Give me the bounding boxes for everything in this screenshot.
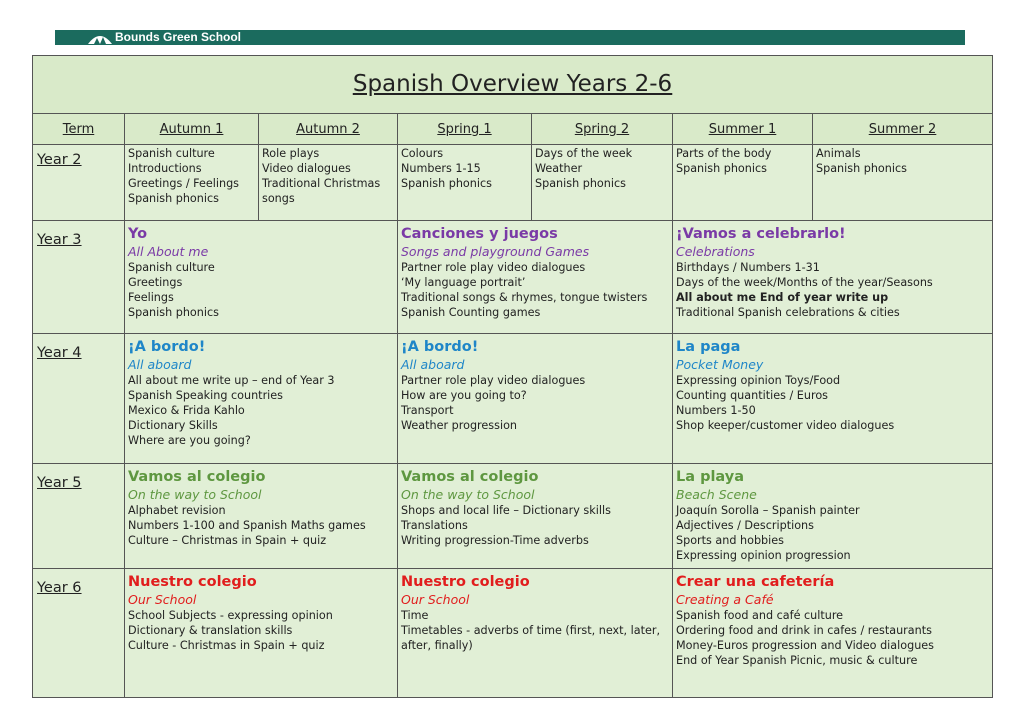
topic-item: Shops and local life – Dictionary skills [401, 504, 611, 517]
topic-item: All about me End of year write up [676, 291, 889, 304]
topic-item: Adjectives / Descriptions [676, 519, 814, 532]
column-header-spring-2: Spring 2 [532, 114, 673, 145]
year-4-spring-unit [398, 334, 673, 464]
year-2-summer-2 [813, 145, 993, 221]
year-3-row [33, 221, 993, 334]
unit-subtitle: Songs and playground Games [401, 244, 590, 259]
topic-item: Shop keeper/customer video dialogues [676, 419, 895, 432]
topic-item: Writing progression-Time adverbs [401, 534, 589, 547]
year-5-spring-unit [398, 464, 673, 569]
topic-item: Spanish phonics [401, 177, 492, 190]
topic-item: Spanish food and café culture [676, 609, 844, 622]
term-header-row [33, 114, 993, 145]
unit-subtitle: Celebrations [676, 244, 755, 259]
year-4-autumn-unit [125, 334, 398, 464]
topic-item: Numbers 1-15 [401, 162, 481, 175]
topic-item: Role plays [262, 147, 320, 160]
topic-item: Joaquín Sorolla – Spanish painter [676, 504, 860, 517]
topic-item: Expressing opinion progression [676, 549, 851, 562]
unit-subtitle: On the way to School [401, 487, 535, 502]
year-6-summer-unit [673, 569, 993, 698]
topic-item: Dictionary Skills [128, 419, 218, 432]
overview-table [32, 55, 993, 698]
column-header-spring-1: Spring 1 [398, 114, 532, 145]
school-name: Bounds Green School [115, 30, 242, 44]
topic-item: Spanish culture [128, 147, 215, 160]
unit-title: Vamos al colegio [128, 469, 266, 485]
topic-item: Spanish phonics [535, 177, 626, 190]
unit-title: ¡Vamos a celebrarlo! [676, 226, 846, 242]
column-header-summer-1: Summer 1 [673, 114, 813, 145]
unit-subtitle: All aboard [128, 357, 192, 372]
topic-item: Counting quantities / Euros [676, 389, 828, 402]
year-6-label: Year 6 [33, 569, 125, 698]
year-4-summer-unit [673, 334, 993, 464]
unit-title: Yo [128, 226, 148, 242]
year-3-autumn-unit [125, 221, 398, 334]
year-3-label: Year 3 [33, 221, 125, 334]
column-header-term: Term [33, 114, 125, 145]
topic-item: Spanish phonics [816, 162, 907, 175]
year-2-row [33, 145, 993, 221]
topic-item: Greetings / Feelings [128, 177, 240, 190]
topic-item: Introductions [128, 162, 202, 175]
topic-item: Expressing opinion Toys/Food [676, 374, 841, 387]
column-header-autumn-2: Autumn 2 [259, 114, 398, 145]
topic-item: Translations [401, 519, 468, 532]
topic-item: Spanish phonics [128, 192, 219, 205]
topic-item: Partner role play video dialogues [401, 261, 586, 274]
topic-item: Culture - Christmas in Spain + quiz [128, 639, 325, 652]
topic-item: Alphabet revision [128, 504, 226, 517]
topic-item: Spanish phonics [676, 162, 767, 175]
unit-subtitle: On the way to School [128, 487, 262, 502]
year-2-summer-1 [673, 145, 813, 221]
column-header-summer-2: Summer 2 [813, 114, 993, 145]
year-5-summer-unit [673, 464, 993, 569]
topic-item: Mexico & Frida Kahlo [128, 404, 245, 417]
topic-item: Parts of the body [676, 147, 772, 160]
unit-title: ¡A bordo! [128, 339, 206, 355]
school-header-bar [55, 30, 965, 45]
unit-title: La paga [676, 339, 741, 355]
unit-subtitle: All aboard [401, 357, 465, 372]
unit-subtitle: Our School [401, 592, 470, 607]
topic-item: ‘My language portrait’ [401, 276, 526, 289]
topic-item: Money-Euros progression and Video dialogues [676, 639, 934, 652]
topic-item: Weather [535, 162, 583, 175]
topic-item: Video dialogues [262, 162, 351, 175]
topic-item: Spanish phonics [128, 306, 219, 319]
topic-item: Colours [401, 147, 444, 160]
topic-item: How are you going to? [401, 389, 527, 402]
year-6-row [33, 569, 993, 698]
topic-item: Traditional Spanish celebrations & cities [676, 306, 900, 319]
year-5-row [33, 464, 993, 569]
unit-title: Crear una cafetería [676, 574, 835, 590]
page-title: Spanish Overview Years 2-6 [33, 56, 993, 114]
school-logo-icon [87, 32, 113, 44]
year-4-label: Year 4 [33, 334, 125, 464]
topic-item: Numbers 1-50 [676, 404, 756, 417]
unit-subtitle: All About me [128, 244, 209, 259]
unit-title: Nuestro colegio [128, 574, 257, 590]
topic-item: Spanish culture [128, 261, 215, 274]
topic-item: Days of the week/Months of the year/Seasons [676, 276, 933, 289]
topic-item: Spanish Counting games [401, 306, 541, 319]
topic-item: Where are you going? [128, 434, 251, 447]
topic-item: Days of the week [535, 147, 633, 160]
topic-item: Spanish Speaking countries [128, 389, 283, 402]
unit-subtitle: Creating a Café [676, 592, 774, 607]
unit-title: La playa [676, 469, 744, 485]
topic-item: Greetings [128, 276, 183, 289]
topic-item: End of Year Spanish Picnic, music & culture [676, 654, 918, 667]
topic-item: Timetables - adverbs of time (first, next, later, after, finally) [401, 624, 661, 652]
year-2-autumn-1 [125, 145, 259, 221]
year-2-spring-1 [398, 145, 532, 221]
topic-item: Birthdays / Numbers 1-31 [676, 261, 820, 274]
topic-item: Weather progression [401, 419, 517, 432]
topic-item: Numbers 1-100 and Spanish Maths games [128, 519, 366, 532]
year-3-spring-unit [398, 221, 673, 334]
topic-item: Ordering food and drink in cafes / restaurants [676, 624, 932, 637]
year-3-summer-unit [673, 221, 993, 334]
topic-item: Traditional Christmas songs [262, 177, 381, 205]
topic-item: Culture – Christmas in Spain + quiz [128, 534, 327, 547]
topic-item: Time [401, 609, 429, 622]
topic-item: Partner role play video dialogues [401, 374, 586, 387]
unit-subtitle: Pocket Money [676, 357, 764, 372]
topic-item: Animals [816, 147, 861, 160]
year-5-label: Year 5 [33, 464, 125, 569]
unit-title: Canciones y juegos [401, 226, 558, 242]
year-5-autumn-unit [125, 464, 398, 569]
topic-item: All about me write up – end of Year 3 [128, 374, 335, 387]
column-header-autumn-1: Autumn 1 [125, 114, 259, 145]
topic-item: Feelings [128, 291, 174, 304]
topic-item: Traditional songs & rhymes, tongue twisters [401, 291, 648, 304]
unit-title: ¡A bordo! [401, 339, 479, 355]
year-6-spring-unit [398, 569, 673, 698]
topic-item: Sports and hobbies [676, 534, 784, 547]
year-2-spring-2 [532, 145, 673, 221]
year-2-label: Year 2 [33, 145, 125, 221]
topic-item: Transport [401, 404, 454, 417]
year-4-row [33, 334, 993, 464]
year-2-autumn-2 [259, 145, 398, 221]
unit-title: Vamos al colegio [401, 469, 539, 485]
year-6-autumn-unit [125, 569, 398, 698]
unit-subtitle: Beach Scene [676, 487, 757, 502]
topic-item: School Subjects - expressing opinion [128, 609, 333, 622]
unit-subtitle: Our School [128, 592, 197, 607]
unit-title: Nuestro colegio [401, 574, 530, 590]
topic-item: Dictionary & translation skills [128, 624, 293, 637]
